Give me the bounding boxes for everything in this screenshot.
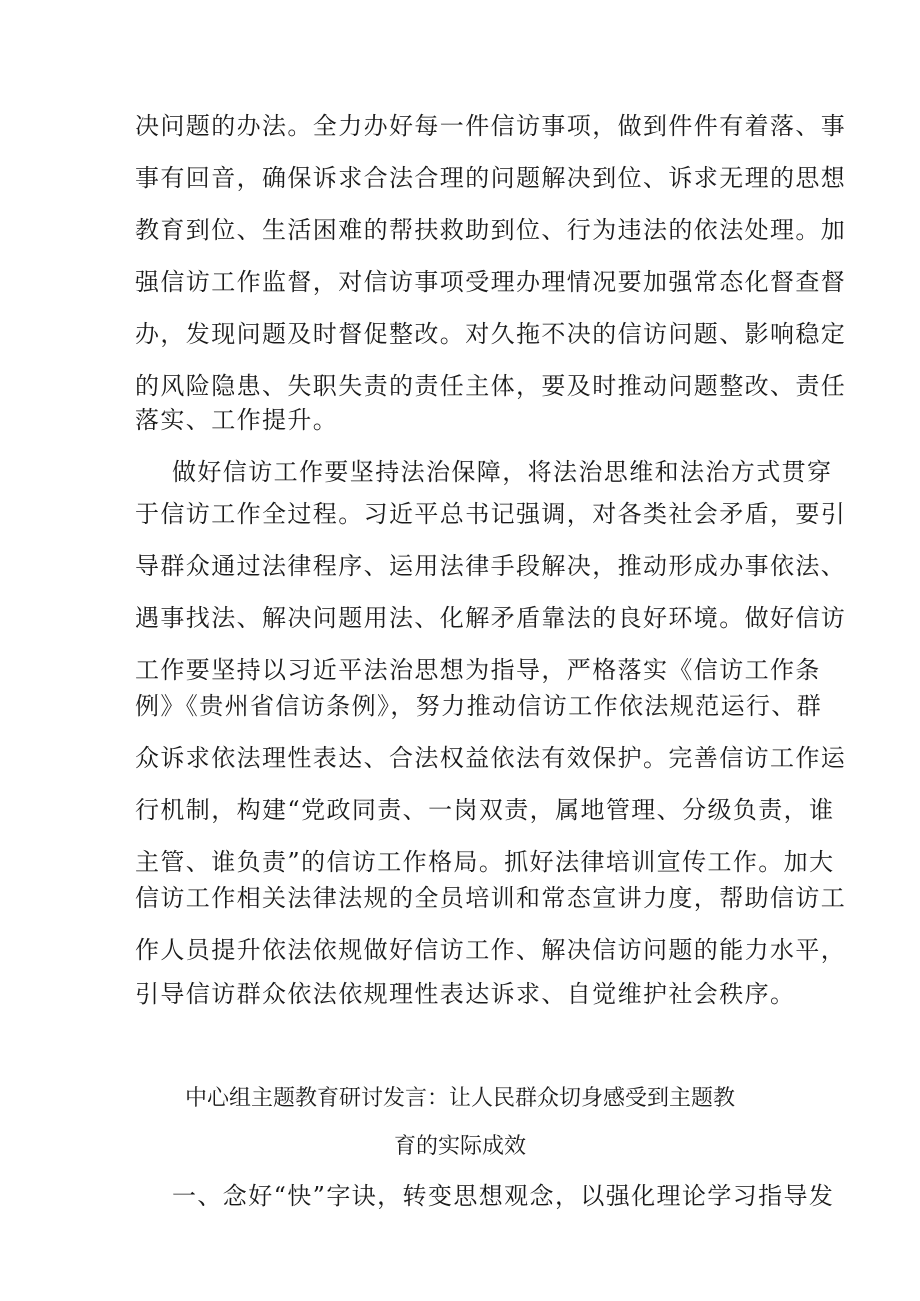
- text-line: 导群众通过法律程序、运用法律手段解决，推动形成办事依法、: [135, 552, 847, 580]
- text-line: 事有回音，确保诉求合法合理的问题解决到位、诉求无理的思想: [135, 164, 847, 192]
- text-line: 众诉求依法理性表达、合法权益依法有效保护。完善信访工作运: [135, 744, 847, 772]
- text-line: 作人员提升依法依规做好信访工作、解决信访问题的能力水平，: [135, 936, 847, 964]
- article-title-line-2: 育的实际成效: [393, 1134, 526, 1159]
- section-1-heading: 一、念好“快”字诀，转变思想观念，以强化理论学习指导发: [172, 1182, 835, 1210]
- text-line: 教育到位、生活困难的帮扶救助到位、行为违法的依法处理。加: [135, 216, 847, 244]
- text-line: 的风险隐患、失职失责的责任主体，要及时推动问题整改、责任: [135, 372, 847, 400]
- article-title-line-1: 中心组主题教育研讨发言：让人民群众切身感受到主题教: [184, 1086, 735, 1111]
- text-line: 例》《贵州省信访条例》，努力推动信访工作依法规范运行、群: [135, 692, 823, 720]
- text-line: 强信访工作监督，对信访事项受理办理情况要加强常态化督查督: [135, 268, 847, 296]
- text-line: 落实、工作提升。: [135, 406, 339, 434]
- text-line: 做好信访工作要坚持法治保障，将法治思维和法治方式贯穿: [172, 458, 833, 486]
- text-line: 主管、谁负责”的信访工作格局。抓好法律培训宣传工作。加大: [135, 848, 835, 876]
- text-line: 行机制，构建“党政同责、一岗双责，属地管理、分级负责，谁: [135, 796, 835, 824]
- text-line: 于信访工作全过程。习近平总书记强调，对各类社会矛盾，要引: [135, 500, 847, 528]
- text-line: 办，发现问题及时督促整改。对久拖不决的信访问题、影响稳定: [135, 320, 847, 348]
- text-line: 遇事找法、解决问题用法、化解矛盾靠法的良好环境。做好信访: [135, 604, 847, 632]
- text-line: 信访工作相关法律法规的全员培训和常态宣讲力度，帮助信访工: [135, 884, 847, 912]
- text-line: 引导信访群众依法依规理性表达诉求、自觉维护社会秩序。: [135, 980, 796, 1008]
- text-line: 工作要坚持以习近平法治思想为指导，严格落实《信访工作条: [135, 656, 821, 684]
- text-line: 决问题的办法。全力办好每一件信访事项，做到件件有着落、事: [135, 112, 847, 140]
